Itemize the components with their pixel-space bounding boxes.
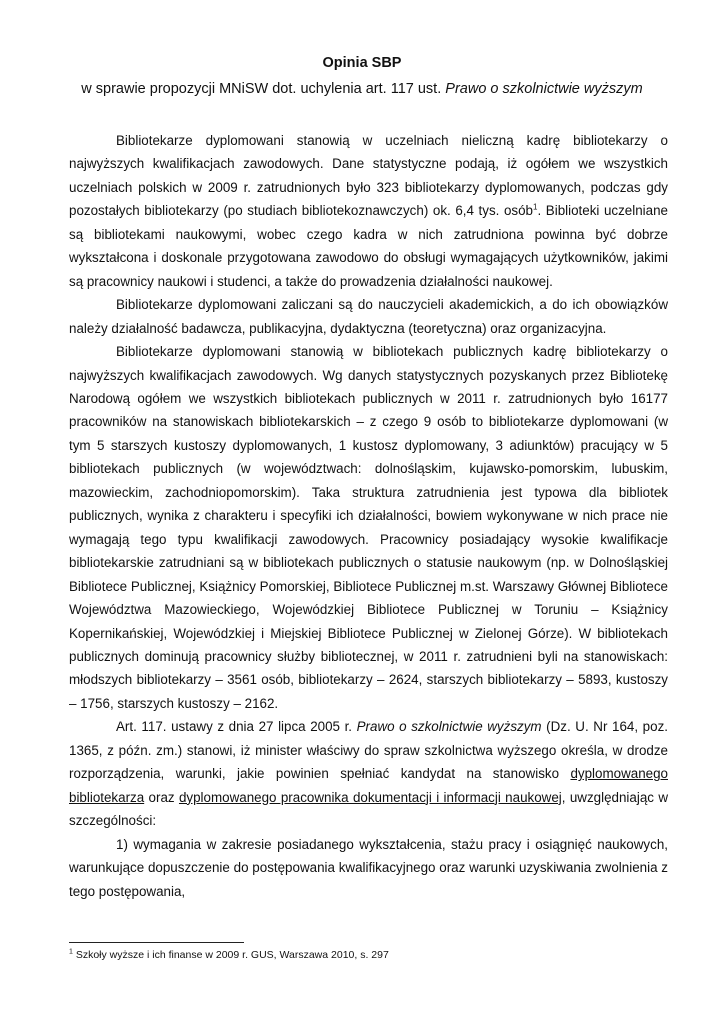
paragraph-text: oraz (144, 789, 179, 805)
footnote-text: Szkoły wyższe i ich finanse w 2009 r. GUS, Warszawa 2010, s. 297 (72, 949, 389, 961)
subtitle-text: w sprawie propozycji MNiSW dot. uchylenia art. 117 ust. (81, 81, 446, 97)
paragraph-requirement-1: 1) wymagania w zakresie posiadanego wykształcenia, stażu pracy i osiągnięć naukowych, warunkujące dopuszczenie do postępowania kwalifikacyjnego oraz warunki uzyskiwania zwolnienia z tego postępowania, (69, 836, 668, 899)
footnote (69, 948, 669, 962)
document-title: Opinia SBP (322, 55, 402, 71)
footnote-reference: 1 (533, 202, 538, 212)
footnote-separator (69, 942, 244, 943)
act-name: Prawo o szkolnictwie wyższym (356, 719, 542, 735)
subtitle-act-name: Prawo o szkolnictwie wyższym (445, 81, 643, 97)
paragraph-text: Art. 117. ustawy z dnia 27 lipca 2005 r. (116, 719, 357, 735)
paragraph-text: , uwzględniając w szczególności: (69, 789, 668, 829)
footnote-number: 1 (69, 948, 73, 956)
paragraph-article-117 (69, 715, 668, 832)
paragraph-public-libraries: Bibliotekarze dyplomowani stanowią w bibliotekach publicznych kadrę bibliotekarzy o najwyższych kwalifikacjach zawodowych. Wg danych statystycznych pozyskanych przez Bibliotekę Narodową ogółem we wszystkich bibliotekach publicznych w 2011 r. zatrudnionych było 16177 pracowników na stanowiskach bibliotekarskich – z czego 9 osób to bibliotekarze dyplomowani (w tym 5 starszych kustoszy dyplomowanych, 1 kustosz dyplomowany, 3 adiunktów) pracujący w 5 bibliotekach publicznych (w województwach: dolnośląskim, kujawsko-pomorskim, lubuskim, mazowieckim, zachodniopomorskim). Taka struktura zatrudnienia jest typowa dla bibliotek publicznych, wynika z charakteru i specyfiki ich działalności, bowiem wykonywane w nich prace nie wymagają tego typu kwalifikacji zawodowych. Pracownicy posiadający wysokie kwalifikacje bibliotekarskie zatrudniani są w bibliotekach publicznych o statusie naukowym (np. w Dolnośląskiej Bibliotece Publicznej, Książnicy Pomorskiej, Bibliotece Publicznej m.st. Warszawy Głównej Bibliotece Województwa Mazowieckiego, Wojewódzkiej Bibliotece Publicznej w Toruniu – Książnicy Kopernikańskiej, Wojewódzkiej i Miejskiej Bibliotece Publicznej w Zielonej Górze). W bibliotekach publicznych dominują pracownicy służby bibliotecznej, w 2011 r. zatrudnieni byli na stanowiskach: młodszych bibliotekarzy – 3561 osób, bibliotekarzy – 2624, starszych bibliotekarzy – 5893, kustoszy – 1756, starszych kustoszy – 2162. (69, 344, 668, 711)
underlined-term-librarian: dyplomowanego bibliotekarza (69, 766, 668, 805)
document-subtitle (0, 80, 724, 98)
paragraph-text: Bibliotekarze dyplomowani stanowią w uczelniach nieliczną kadrę bibliotekarzy o najwyższych kwalifikacjach zawodowych. Dane statystyczne podają, iż ogółem we wszystkich uczelniach polskich w 2009 r. zatrudnionych było 323 bibliotekarzy dyplomowanych, podczas gdy pozostałych bibliotekarzy (po studiach bibliotekoznawczych) ok. 6,4 tys. osób (69, 133, 668, 219)
underlined-term-documentation-worker: dyplomowanego pracownika dokumentacji i informacji naukowej (178, 789, 562, 805)
paragraph-academic-teachers: Bibliotekarze dyplomowani zaliczani są do nauczycieli akademickich, a do ich obowiązków należy działalność badawcza, publikacyjna, dydaktyczna (teoretyczna) oraz organizacyjna. (69, 297, 668, 336)
paragraph-text: . Biblioteki uczelniane są bibliotekami naukowymi, wobec czego kadra w nich zatrudniona powinna być dobrze wykształcona i doskonale przygotowana zawodowo do obsługi wymagających użytkowników, jakimi są pracownicy naukowi i studenci, a także do prowadzenia działalności naukowej. (69, 203, 668, 289)
paragraph-academic-librarians (69, 129, 668, 293)
paragraph-text: (Dz. U. Nr 164, poz. 1365, z późn. zm.) stanowi, iż minister właściwy do spraw szkolnictwa wyższego określa, w drodze rozporządzenia, warunki, jakie powinien spełniać kandydat na stanowisko (69, 719, 668, 782)
document-body (69, 129, 668, 903)
